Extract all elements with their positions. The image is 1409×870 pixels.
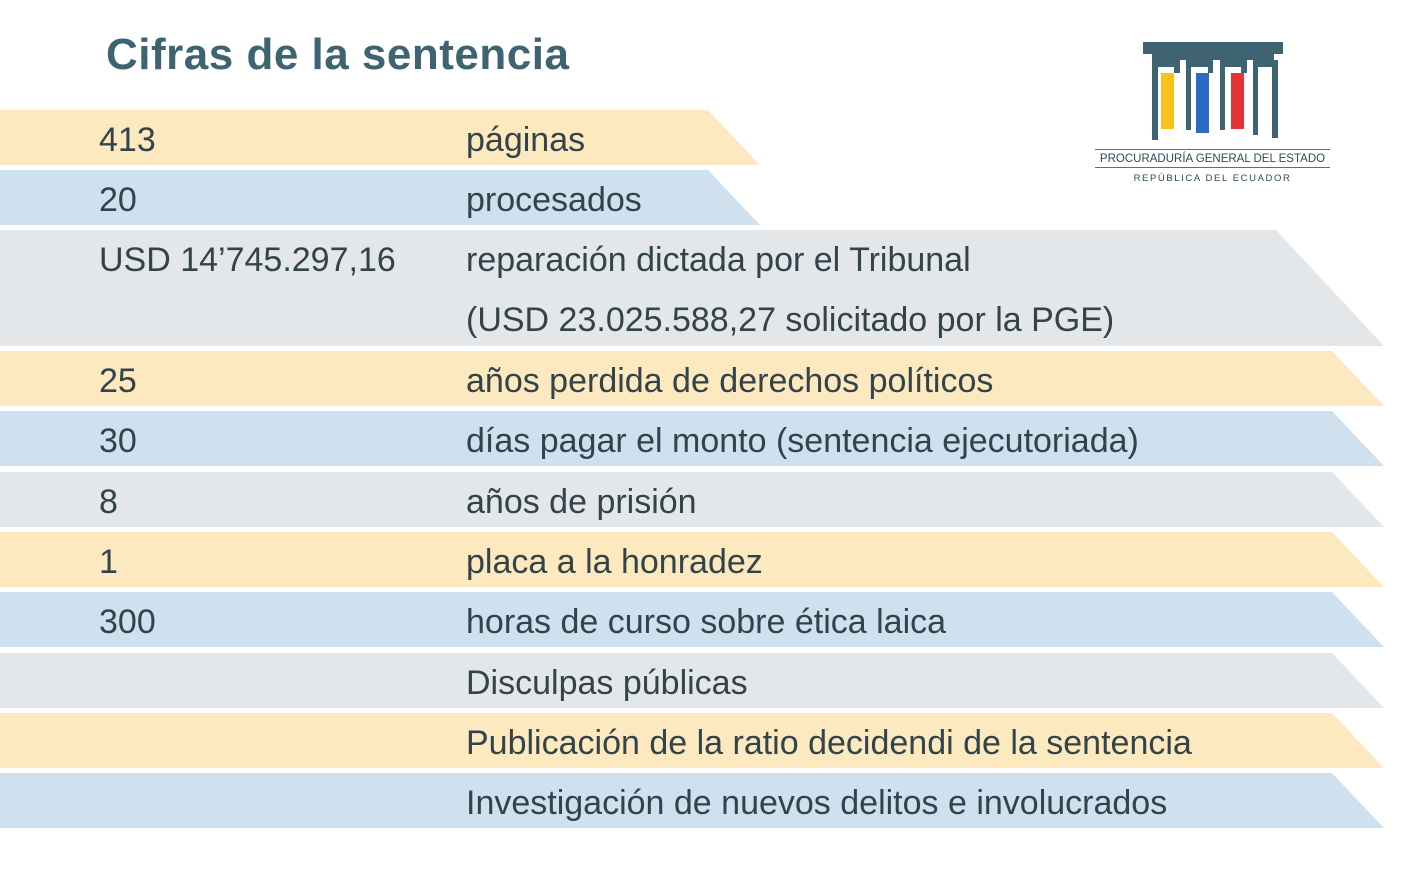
figure-description: años perdida de derechos políticos [466, 362, 994, 400]
figure-description: reparación dictada por el Tribunal [466, 241, 971, 279]
figure-row [0, 110, 760, 165]
logo-subtitle: REPÚBLICA DEL ECUADOR [1133, 173, 1292, 184]
figure-value: 300 [99, 603, 156, 641]
figure-value: 30 [99, 422, 137, 460]
figure-value: 20 [99, 181, 137, 219]
figure-description: procesados [466, 181, 642, 219]
figure-description: páginas [466, 121, 586, 159]
figure-description: años de prisión [466, 483, 697, 521]
figure-row [0, 230, 1384, 346]
figure-description: Publicación de la ratio decidendi de la sentencia [466, 724, 1192, 762]
figure-row [0, 713, 1384, 768]
figure-value: 413 [99, 121, 156, 159]
figure-description: horas de curso sobre ética laica [466, 603, 947, 641]
logo-name: PROCURADURÍA GENERAL DEL ESTADO [1095, 149, 1330, 168]
figure-row [0, 773, 1384, 828]
figure-row [0, 411, 1384, 466]
figure-description: días pagar el monto (sentencia ejecutoriada) [466, 422, 1139, 460]
figure-row [0, 653, 1384, 708]
figure-row [0, 170, 760, 225]
figure-row [0, 351, 1384, 406]
figure-description: placa a la honradez [466, 543, 763, 581]
figure-row [0, 472, 1384, 527]
figure-description-note: (USD 23.025.588,27 solicitado por la PGE) [466, 301, 1115, 339]
figure-value: 25 [99, 362, 137, 400]
figure-row [0, 532, 1384, 587]
figure-value: USD 14’745.297,16 [99, 241, 396, 279]
page-title: Cifras de la sentencia [106, 30, 570, 79]
figure-row [0, 592, 1384, 647]
figure-description: Investigación de nuevos delitos e involucrados [466, 784, 1168, 822]
figure-value: 8 [99, 483, 118, 521]
figure-description: Disculpas públicas [466, 664, 748, 702]
figure-value: 1 [99, 543, 118, 581]
